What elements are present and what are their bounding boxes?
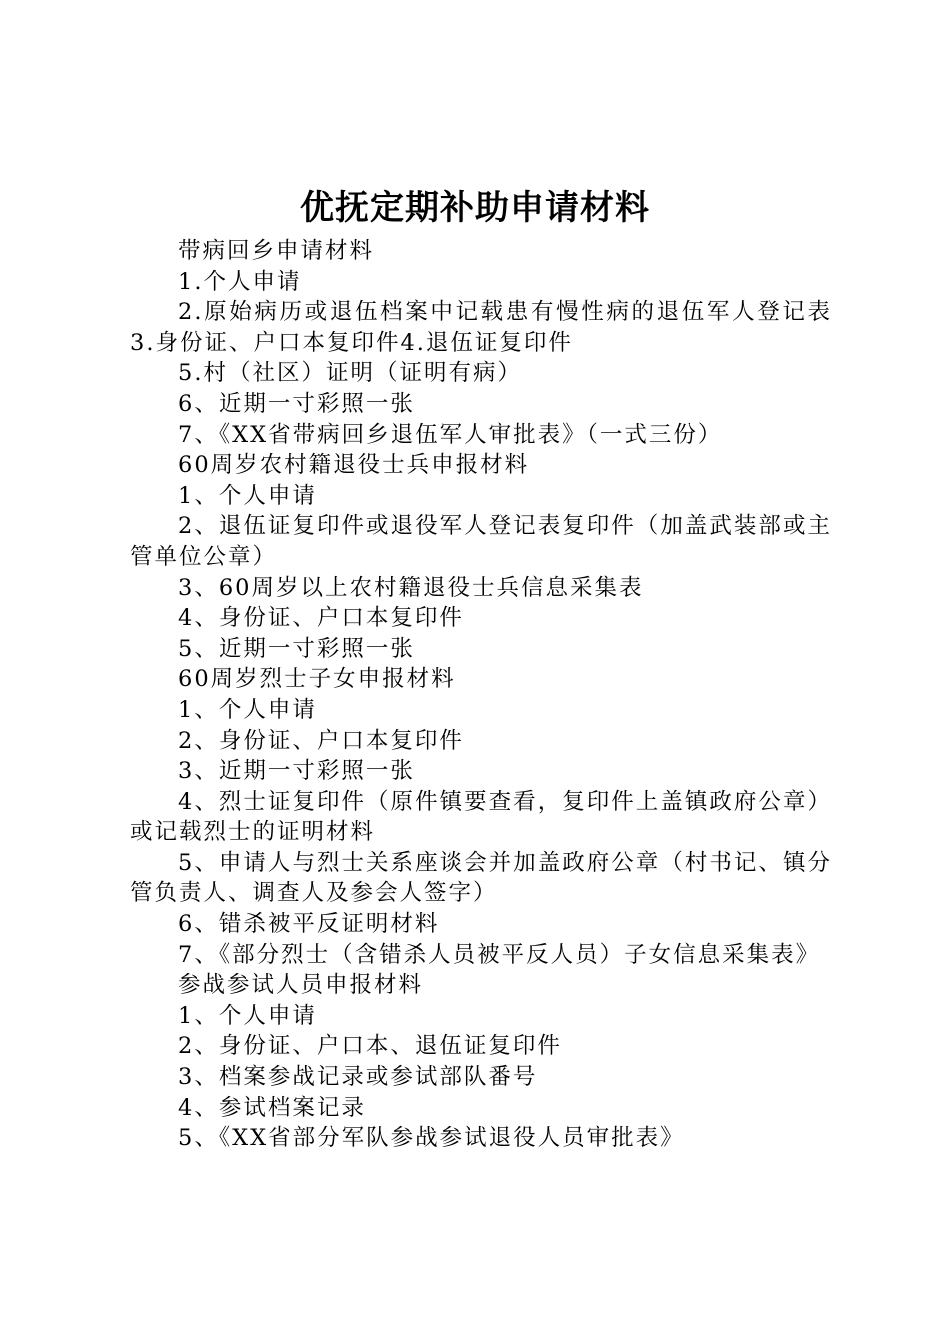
paragraph: 5.村（社区）证明（证明有病） (178, 360, 522, 387)
paragraph: 6、近期一寸彩照一张 (178, 390, 415, 417)
paragraph: 7、《XX省带病回乡退伍军人审批表》（一式三份） (178, 421, 723, 448)
paragraph: 2、身份证、户口本、退伍证复印件 (178, 1033, 562, 1060)
section-heading: 60周岁农村籍退役士兵申报材料 (178, 452, 530, 479)
paragraph: 5、《XX省部分军队参战参试退役人员审批表》 (178, 1125, 685, 1152)
paragraph: 3、60周岁以上农村籍退役士兵信息采集表 (178, 574, 644, 601)
paragraph: 4、参试档案记录 (178, 1094, 366, 1121)
paragraph: 5、近期一寸彩照一张 (178, 635, 415, 662)
paragraph: 3、近期一寸彩照一张 (178, 758, 415, 785)
paragraph: 2、退伍证复印件或退役军人登记表复印件（加盖武装部或主管单位公章） (130, 513, 832, 570)
document-title: 优抚定期补助申请材料 (300, 188, 650, 228)
section-heading: 参战参试人员申报材料 (178, 972, 424, 999)
paragraph: 4、身份证、户口本复印件 (178, 605, 464, 632)
paragraph: 2.原始病历或退伍档案中记载患有慢性病的退伍军人登记表3.身份证、户口本复印件4.退伍证复印件 (130, 299, 832, 356)
paragraph: 4、烈士证复印件（原件镇要查看，复印件上盖镇政府公章）或记载烈士的证明材料 (130, 788, 832, 846)
paragraph: 1、个人申请 (178, 482, 317, 509)
paragraph: 1、个人申请 (178, 696, 317, 723)
paragraph: 5、申请人与烈士关系座谈会并加盖政府公章（村书记、镇分管负责人、调查人及参会人签字） (130, 849, 832, 907)
document-body (130, 236, 832, 1154)
paragraph: 2、身份证、户口本复印件 (178, 727, 464, 754)
paragraph: 带病回乡申请材料 (178, 238, 375, 264)
paragraph: 3、档案参战记录或参试部队番号 (178, 1064, 538, 1091)
paragraph: 6、错杀被平反证明材料 (178, 911, 440, 938)
paragraph: 7、《部分烈士（含错杀人员被平反人员）子女信息采集表》 (178, 941, 821, 968)
section-heading: 60周岁烈士子女申报材料 (178, 666, 456, 693)
paragraph: 1.个人申请 (178, 268, 302, 295)
paragraph: 1、个人申请 (178, 1002, 317, 1029)
